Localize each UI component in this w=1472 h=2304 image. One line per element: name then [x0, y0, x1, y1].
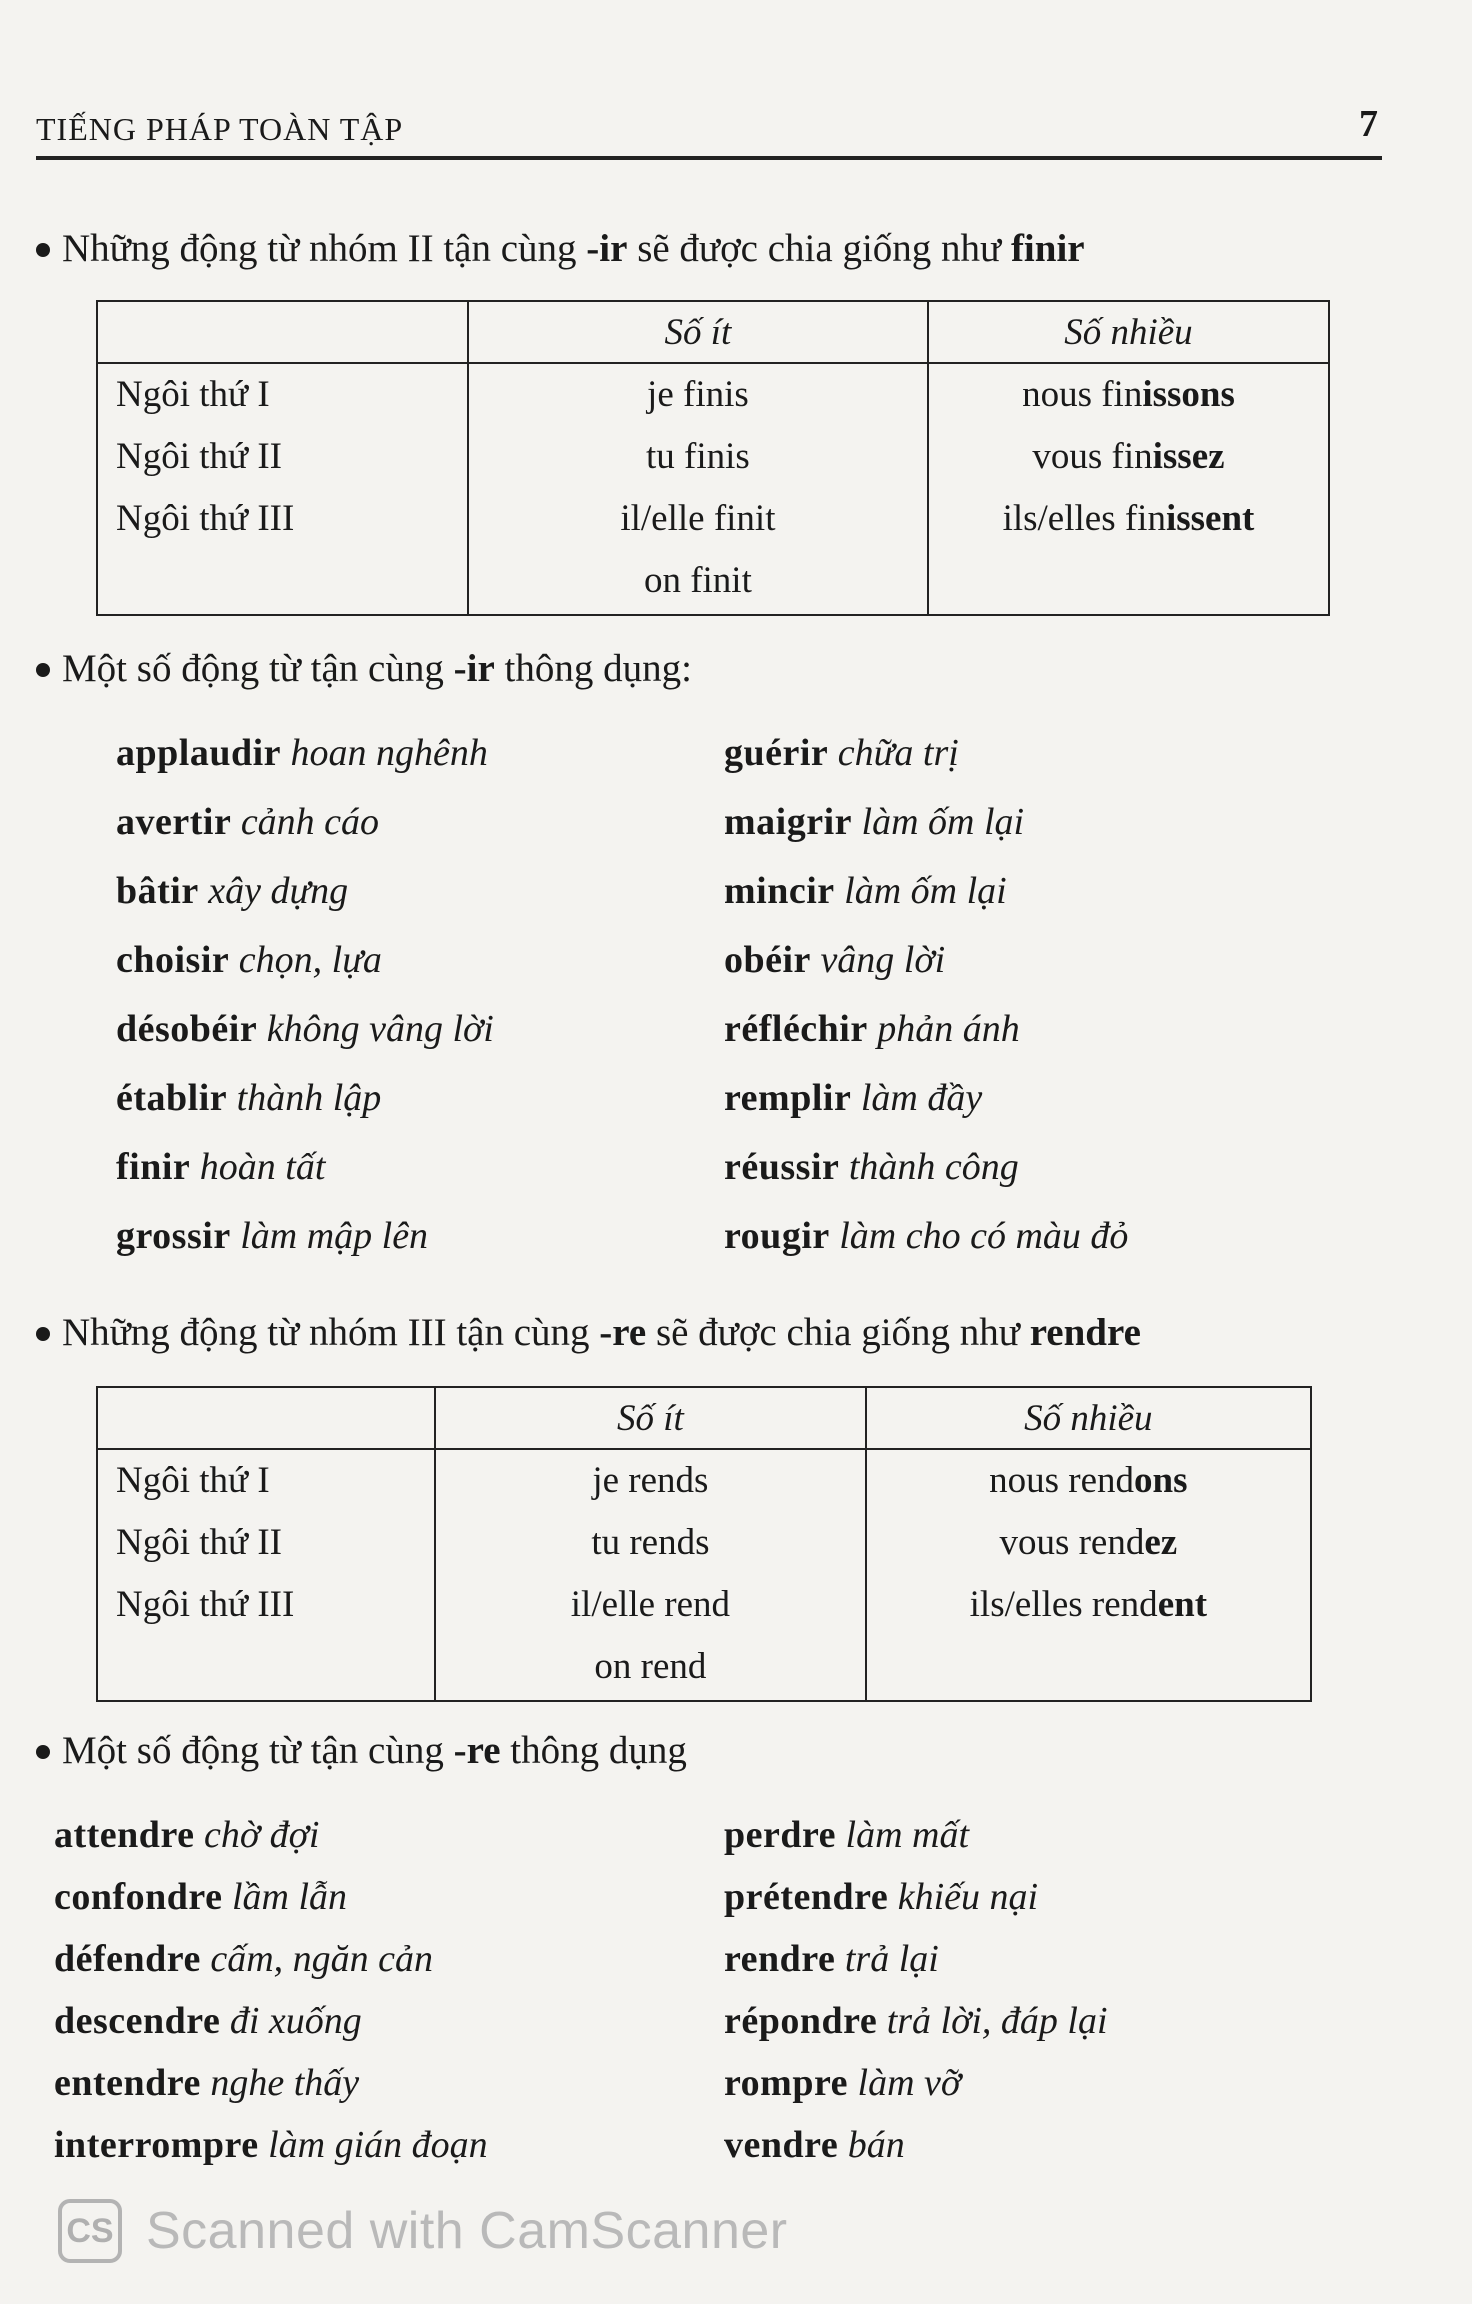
vocab-french: confondre: [54, 1876, 223, 1918]
table-body-row: [97, 1449, 1311, 1701]
conjugation-table-rendre: [96, 1386, 1312, 1702]
plural-column: [866, 1449, 1311, 1701]
singular-column: [435, 1449, 865, 1701]
vocab-item: [724, 1878, 1038, 1916]
vocab-vietnamese: làm ốm lại: [861, 801, 1025, 843]
page-number: 7: [1359, 103, 1378, 145]
vocab-vietnamese: cấm, ngăn cản: [210, 1938, 434, 1980]
vocab-vietnamese: vâng lời: [820, 939, 946, 981]
vocab-vietnamese: không vâng lời: [266, 1008, 494, 1050]
plural-column: [928, 363, 1329, 615]
watermark-text: Scanned with CamScanner: [146, 2202, 788, 2260]
bullet-icon: [36, 1327, 50, 1341]
plural-ending: issons: [1142, 374, 1235, 415]
plural-form: [867, 1450, 1310, 1512]
vocab-vietnamese: lầm lẫn: [231, 1876, 348, 1918]
section1-intro: [36, 226, 1085, 271]
vocab-item: [54, 1940, 433, 1978]
table-header-singular: Số ít: [435, 1387, 865, 1449]
section2-intro-suffix: -ir: [453, 647, 495, 690]
table-header-plural: Số nhiều: [866, 1387, 1311, 1449]
vocab-french: interrompre: [54, 2124, 259, 2166]
singular-form: il/elle finit: [620, 498, 776, 539]
vocab-french: établir: [116, 1077, 228, 1119]
table-header-row: [97, 1387, 1311, 1449]
person-column: [97, 363, 468, 615]
section1-intro-mid: sẽ được chia giống như: [627, 227, 1011, 270]
vocab-french: réfléchir: [724, 1008, 868, 1050]
vocab-item: [724, 1010, 1020, 1048]
vocab-item: [116, 872, 348, 910]
vocab-vietnamese: nghe thấy: [210, 2062, 360, 2104]
plural-ending: ons: [1134, 1460, 1188, 1501]
person-label: Ngôi thứ II: [116, 1522, 282, 1563]
table-header-empty: [97, 1387, 435, 1449]
person-label: Ngôi thứ I: [116, 374, 270, 415]
singular-form: on rend: [594, 1646, 707, 1687]
vocab-french: mincir: [724, 870, 835, 912]
section3-intro: [36, 1310, 1141, 1355]
plural-ending: issent: [1165, 498, 1255, 539]
singular-form: tu rends: [591, 1522, 710, 1563]
plural-ending: ent: [1157, 1584, 1208, 1625]
vocab-vietnamese: làm gián đoạn: [268, 2124, 488, 2166]
plural-stem: ils/elles fin: [1002, 498, 1166, 539]
header-title: TIẾNG PHÁP TOÀN TẬP: [36, 111, 404, 147]
section4-intro-pre: Một số động từ tận cùng: [62, 1729, 454, 1772]
vocab-item: [724, 2064, 961, 2102]
person-label: Ngôi thứ I: [116, 1460, 270, 1501]
vocab-item: [116, 734, 488, 772]
singular-column: [468, 363, 928, 615]
vocab-french: réussir: [724, 1146, 840, 1188]
vocab-item: [724, 872, 1007, 910]
vocab-item: [116, 941, 382, 979]
plural-stem: vous rend: [999, 1522, 1145, 1563]
vocab-vietnamese: trả lại: [844, 1938, 939, 1980]
vocab-french: finir: [116, 1146, 191, 1188]
vocab-french: bâtir: [116, 870, 199, 912]
vocab-vietnamese: làm mập lên: [240, 1215, 429, 1257]
table-header-plural: Số nhiều: [928, 301, 1329, 363]
vocab-french: guérir: [724, 732, 829, 774]
vocab-french: désobéir: [116, 1008, 258, 1050]
plural-stem: vous fin: [1032, 436, 1153, 477]
plural-form: [929, 364, 1328, 426]
vocab-vietnamese: đi xuống: [229, 2000, 362, 2042]
vocab-item: [116, 1079, 381, 1117]
vocab-item: [116, 803, 379, 841]
vocab-french: entendre: [54, 2062, 201, 2104]
vocab-french: rendre: [724, 1938, 836, 1980]
bullet-icon: [36, 243, 50, 257]
vocab-item: [54, 1878, 347, 1916]
section3-intro-suffix: -re: [599, 1311, 647, 1354]
section4-intro-suffix: -re: [453, 1729, 501, 1772]
vocab-item: [116, 1010, 494, 1048]
camscanner-logo-icon: CS: [58, 2199, 122, 2263]
singular-form: on finit: [643, 560, 752, 601]
plural-stem: nous fin: [1022, 374, 1143, 415]
vocab-vietnamese: trả lời, đáp lại: [886, 2000, 1108, 2042]
section1-intro-verb: finir: [1010, 227, 1085, 270]
vocab-item: [54, 1816, 319, 1854]
conjugation-table-finir: [96, 300, 1330, 616]
singular-form: tu finis: [646, 436, 750, 477]
table-body-row: [97, 363, 1329, 615]
vocab-item: [724, 1217, 1128, 1255]
table-header-empty: [97, 301, 468, 363]
vocab-vietnamese: hoan nghênh: [290, 732, 488, 774]
plural-form: [929, 426, 1328, 488]
vocab-vietnamese: thành lập: [236, 1077, 382, 1119]
section2-intro-post: thông dụng:: [494, 647, 692, 690]
section1-intro-pre: Những động từ nhóm II tận cùng: [62, 227, 587, 270]
vocab-french: descendre: [54, 2000, 221, 2042]
vocab-vietnamese: chờ đợi: [204, 1814, 320, 1856]
vocab-vietnamese: làm ốm lại: [844, 870, 1007, 912]
vocab-french: prétendre: [724, 1876, 889, 1918]
singular-form: je finis: [647, 374, 749, 415]
camscanner-watermark: [58, 2190, 788, 2272]
vocab-french: choisir: [116, 939, 230, 981]
vocab-item: [116, 1217, 428, 1255]
plural-stem: ils/elles rend: [969, 1584, 1158, 1625]
table-header-singular: Số ít: [468, 301, 928, 363]
plural-stem: nous rend: [989, 1460, 1135, 1501]
running-header: [36, 96, 1382, 160]
section3-intro-verb: rendre: [1029, 1311, 1141, 1354]
vocab-vietnamese: chọn, lựa: [238, 939, 382, 981]
vocab-french: attendre: [54, 1814, 195, 1856]
plural-form: [867, 1512, 1310, 1574]
vocab-french: applaudir: [116, 732, 282, 774]
bullet-icon: [36, 1745, 50, 1759]
vocab-vietnamese: bán: [847, 2124, 905, 2166]
plural-form: [929, 488, 1328, 550]
vocab-vietnamese: làm mất: [845, 1814, 970, 1856]
vocab-vietnamese: khiếu nại: [897, 1876, 1039, 1918]
vocab-vietnamese: thành công: [848, 1146, 1019, 1188]
section2-intro-pre: Một số động từ tận cùng: [62, 647, 454, 690]
vocab-french: vendre: [724, 2124, 839, 2166]
vocab-vietnamese: xây dựng: [208, 870, 349, 912]
vocab-vietnamese: làm cho có màu đỏ: [839, 1215, 1129, 1257]
vocab-item: [724, 734, 959, 772]
plural-ending: ez: [1144, 1522, 1178, 1563]
singular-form: je rends: [592, 1460, 709, 1501]
vocab-french: remplir: [724, 1077, 852, 1119]
vocab-french: défendre: [54, 1938, 201, 1980]
vocab-french: perdre: [724, 1814, 837, 1856]
vocab-french: répondre: [724, 2000, 878, 2042]
person-label: Ngôi thứ III: [116, 498, 295, 539]
vocab-item: [724, 803, 1024, 841]
section4-intro: [36, 1728, 687, 1773]
plural-form: [867, 1574, 1310, 1636]
vocab-item: [724, 1940, 939, 1978]
vocab-french: avertir: [116, 801, 232, 843]
vocab-french: obéir: [724, 939, 811, 981]
singular-form: il/elle rend: [570, 1584, 731, 1625]
vocab-item: [724, 1079, 982, 1117]
person-label: Ngôi thứ III: [116, 1584, 295, 1625]
vocab-french: rougir: [724, 1215, 830, 1257]
vocab-item: [724, 941, 945, 979]
person-label: Ngôi thứ II: [116, 436, 282, 477]
vocab-vietnamese: làm đầy: [860, 1077, 983, 1119]
vocab-vietnamese: làm vỡ: [857, 2062, 962, 2104]
vocab-vietnamese: hoàn tất: [199, 1146, 326, 1188]
vocab-vietnamese: chữa trị: [837, 732, 959, 774]
vocab-item: [54, 2002, 362, 2040]
person-column: [97, 1449, 435, 1701]
vocab-item: [724, 2002, 1108, 2040]
vocab-item: [724, 1148, 1019, 1186]
table-header-row: [97, 301, 1329, 363]
vocab-item: [724, 1816, 969, 1854]
vocab-french: maigrir: [724, 801, 853, 843]
vocab-french: rompre: [724, 2062, 849, 2104]
vocab-item: [724, 2126, 905, 2164]
section1-intro-suffix: -ir: [586, 227, 628, 270]
section2-intro: [36, 646, 692, 691]
section3-intro-mid: sẽ được chia giống như: [646, 1311, 1030, 1354]
plural-ending: issez: [1152, 436, 1225, 477]
vocab-vietnamese: cảnh cáo: [240, 801, 380, 843]
section4-intro-post: thông dụng: [500, 1729, 687, 1772]
vocab-item: [116, 1148, 325, 1186]
bullet-icon: [36, 663, 50, 677]
vocab-item: [54, 2126, 488, 2164]
section3-intro-pre: Những động từ nhóm III tận cùng: [62, 1311, 600, 1354]
vocab-vietnamese: phản ánh: [877, 1008, 1020, 1050]
vocab-item: [54, 2064, 359, 2102]
vocab-french: grossir: [116, 1215, 231, 1257]
